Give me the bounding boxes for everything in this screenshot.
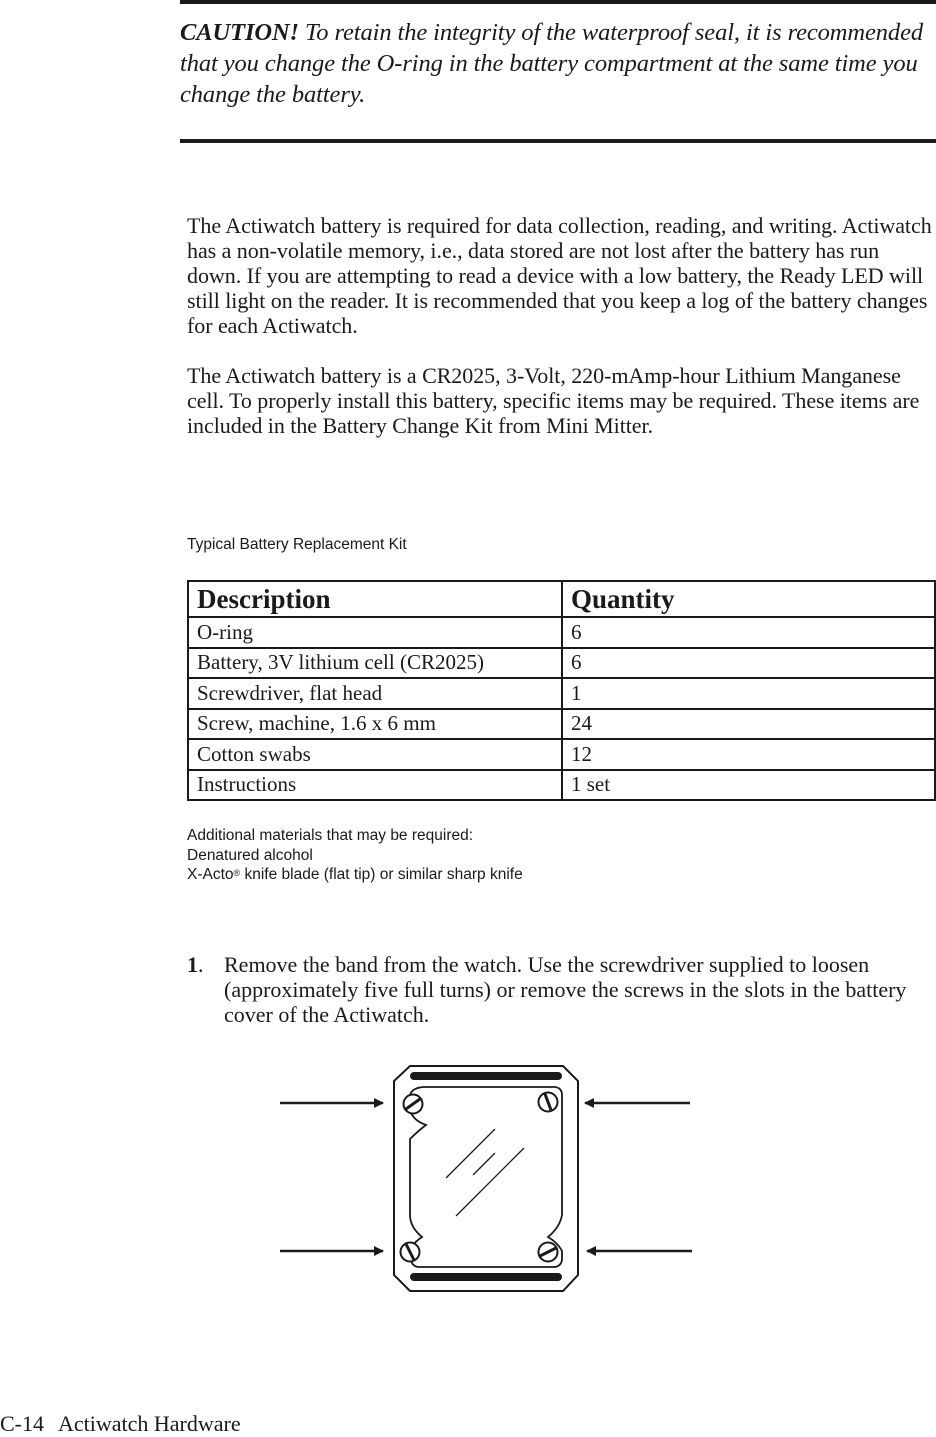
row-description: Instructions	[188, 770, 562, 801]
registered-mark: ®	[233, 868, 241, 878]
row-description: O-ring	[188, 617, 562, 648]
step-number: 1.	[187, 952, 204, 977]
caution-label: CAUTION!	[180, 19, 299, 46]
row-quantity: 6	[562, 617, 935, 648]
table-header-row	[188, 581, 935, 617]
table-row	[188, 739, 935, 770]
header-description: Description	[188, 581, 562, 617]
band-slot-bottom	[410, 1273, 562, 1281]
row-quantity: 6	[562, 648, 935, 679]
page-number: C-14	[0, 1411, 44, 1436]
knife-description: knife blade (flat tip) or similar sharp knife	[240, 866, 523, 883]
screw-top-left	[404, 1095, 423, 1114]
row-quantity: 24	[562, 709, 935, 740]
screw-top-right	[539, 1093, 558, 1112]
page-footer	[0, 1411, 241, 1437]
table-row	[188, 617, 935, 648]
row-description: Battery, 3V lithium cell (CR2025)	[188, 648, 562, 679]
table-row	[188, 709, 935, 740]
table-row	[188, 770, 935, 801]
caution-text: To retain the integrity of the waterproof seal, it is recommended that you change the O-ring in the battery compartment at the same time you change the battery.	[180, 19, 923, 108]
screw-bottom-left	[401, 1243, 420, 1262]
kit-table	[187, 580, 936, 801]
additional-item-knife	[187, 865, 523, 885]
watch-battery-cover-diagram	[270, 1055, 700, 1300]
row-description: Screw, machine, 1.6 x 6 mm	[188, 709, 562, 740]
screw-bottom-right	[539, 1243, 558, 1262]
row-quantity: 1	[562, 678, 935, 709]
caution-note	[180, 17, 936, 110]
step-text: Remove the band from the watch. Use the screwdriver supplied to loosen (approximately five full turns) or remove the screws in the slots in the battery cover of the Actiwatch.	[224, 952, 907, 1027]
table-row	[188, 648, 935, 679]
intro-paragraph-2: The Actiwatch battery is a CR2025, 3-Volt, 220-mAmp-hour Lithium Manganese cell. To properly install this battery, specific items may be required. These items are included in the Battery Change Kit from Mini Mitter.	[187, 363, 920, 438]
header-quantity: Quantity	[562, 581, 935, 617]
table-row	[188, 678, 935, 709]
additional-item-alcohol: Denatured alcohol	[187, 846, 313, 864]
brand-name: X-Acto	[187, 866, 234, 883]
band-slot-top	[410, 1072, 562, 1080]
row-description: Screwdriver, flat head	[188, 678, 562, 709]
intro-paragraph-1: The Actiwatch battery is required for data collection, reading, and writing. Actiwatch has a non-volatile memory, i.e., data stored are not lost after the battery has run down. If you are attempting to read a device with a low battery, the Ready LED will still light on the reader. It is recommended that you keep a log of the battery changes for each Actiwatch.	[187, 213, 932, 338]
row-quantity: 1 set	[562, 770, 935, 801]
section-title: Actiwatch Hardware	[58, 1411, 241, 1436]
table-caption: Typical Battery Replacement Kit	[187, 536, 407, 553]
row-quantity: 12	[562, 739, 935, 770]
caution-bottom-rule	[180, 139, 936, 143]
additional-materials	[187, 826, 523, 885]
row-description: Cotton swabs	[188, 739, 562, 770]
top-rule	[180, 0, 936, 4]
additional-heading: Additional materials that may be required:	[187, 827, 474, 844]
